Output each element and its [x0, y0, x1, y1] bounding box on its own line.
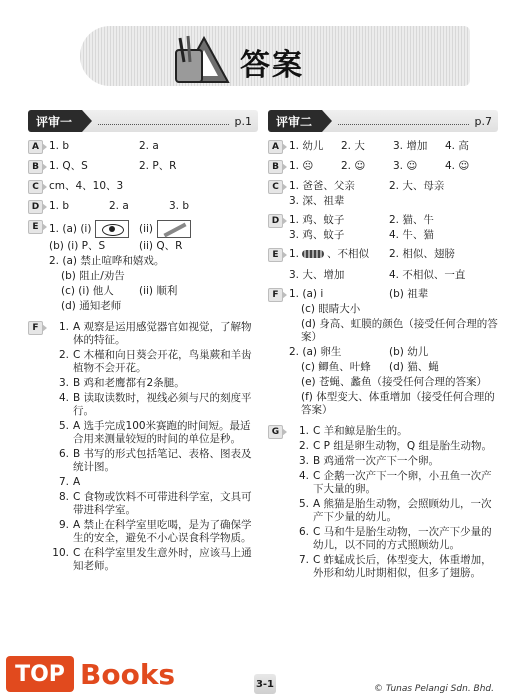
- answer-row-b: [28, 160, 258, 174]
- answer-text: A 禁止在科学室里吃喝，是为了确保学生的安全，避免不小心误食科学物质。: [73, 519, 252, 544]
- answer-text: B 鸡和老鹰都有2条腿。: [73, 377, 185, 389]
- numbered-answer: [49, 491, 258, 517]
- answer-text: C 蚱蜢成长后，体型变大，体重增加，外形和幼儿时期相似，但多了翅膀。: [313, 554, 492, 579]
- answer-row-c: [268, 180, 498, 208]
- numbered-answer: [49, 519, 258, 545]
- answer-text: C 马和牛是胎生动物，一次产下少量的幼儿，以不同的方式照顾幼儿。: [313, 526, 492, 551]
- section-title: 评审一: [28, 110, 82, 132]
- answer-text: A 熊猫是胎生动物，会照顾幼儿，一次产下少量的幼儿。: [313, 498, 492, 523]
- numbered-answer: [289, 526, 498, 552]
- answer-row-d: [28, 200, 258, 214]
- section-header: [268, 110, 498, 132]
- answer-item: 3. 深、祖辈: [289, 195, 345, 207]
- answer-row-c: [28, 180, 258, 194]
- answer-item: (b) (i) P、S: [49, 240, 106, 252]
- page-ref: p.7: [474, 114, 492, 128]
- answer-item: (e) 苍蝇、蠡鱼（接受任何合理的答案）: [301, 376, 487, 388]
- section-badge: C: [268, 180, 283, 194]
- answer-text: A: [73, 476, 81, 488]
- answer-row-a: [268, 140, 498, 154]
- answer-item: 2. 大: [341, 140, 365, 152]
- answer-number: 7.: [58, 476, 69, 488]
- answer-item: 1. (a) i: [289, 288, 324, 300]
- answer-item: 3. b: [169, 200, 190, 212]
- numbered-answer: [49, 448, 258, 474]
- answer-row-g: [268, 425, 498, 582]
- answer-text: A 选手完成100米赛跑的时间短。最适合用来测量较短的时间的单位是秒。: [73, 420, 251, 445]
- answer-item: 1. ☹: [289, 160, 314, 172]
- answer-number: 10.: [52, 547, 69, 559]
- answer-item: cm、4、10、3: [49, 180, 124, 192]
- answer-number: 2.: [58, 349, 69, 361]
- answer-item: 3. ☺: [393, 160, 418, 172]
- answer-number: 5.: [298, 498, 309, 510]
- answer-item: 3. 增加: [393, 140, 428, 152]
- numbered-answer: [49, 420, 258, 446]
- answer-number: 2.: [298, 440, 309, 452]
- answer-number: 6.: [298, 526, 309, 538]
- page-number: 3-1: [254, 674, 276, 694]
- answer-item: 1.: [289, 248, 300, 260]
- numbered-answer: [49, 377, 258, 390]
- answer-item: 2. a: [139, 140, 159, 152]
- answer-row-a: [28, 140, 258, 154]
- section-badge: A: [28, 140, 43, 154]
- answer-item: 2. a: [109, 200, 129, 212]
- answer-item: 1. 爸爸、父亲: [289, 180, 355, 192]
- answer-item: 2. 大、母亲: [389, 180, 445, 192]
- answer-number: 9.: [58, 519, 69, 531]
- section-badge: D: [268, 214, 283, 228]
- answer-text: C 食物或饮料不可带进科学室，文具可带进科学室。: [73, 491, 252, 516]
- numbered-answer: [49, 476, 258, 489]
- answer-item: 1. Q、S: [49, 160, 88, 172]
- answer-item: 、不相似: [327, 248, 370, 260]
- leader-dots: [338, 124, 469, 125]
- section-badge: A: [268, 140, 283, 154]
- answer-item: (ii): [139, 223, 154, 235]
- section-badge: B: [28, 160, 43, 174]
- numbered-answer: [289, 554, 498, 580]
- answer-item: (c) (i) 他人: [61, 285, 114, 297]
- answer-text: A 观察是运用感觉器官如视觉，了解物体的特征。: [73, 321, 252, 346]
- answer-text: C 企鹅一次产下一个卵，小丑鱼一次产下大量的卵。: [313, 470, 492, 495]
- answer-number: 5.: [58, 420, 69, 432]
- answer-item: 2. P、R: [139, 160, 177, 172]
- answer-column-1: [28, 110, 258, 581]
- copyright: © Tunas Pelangi Sdn. Bhd.: [374, 684, 494, 694]
- pencil-ruler-icon: [168, 32, 232, 88]
- logo-top: TOP: [6, 656, 74, 692]
- page-title: 答案: [240, 48, 304, 83]
- answer-item: 1. 幼儿: [289, 140, 324, 152]
- answer-item: (f) 体型变大、体重增加（接受任何合理的答案）: [301, 391, 495, 416]
- numbered-answer: [289, 470, 498, 496]
- answer-column-2: [268, 110, 498, 588]
- answer-number: 7.: [298, 554, 309, 566]
- answer-item: (d) 猫、蝇: [389, 361, 439, 373]
- numbered-answer: [49, 392, 258, 418]
- answer-number: 8.: [58, 491, 69, 503]
- answer-item: 1. (a) (i): [49, 223, 92, 235]
- answer-text: C 木槿和向日葵会开花，鸟巢蕨和羊齿植物不会开花。: [73, 349, 252, 374]
- section-title: 评审二: [268, 110, 322, 132]
- answer-item: 4. 高: [445, 140, 469, 152]
- answer-item: 1. b: [49, 200, 70, 212]
- section-badge: F: [268, 288, 283, 302]
- numbered-answer: [289, 440, 498, 453]
- topbooks-logo: [0, 650, 200, 700]
- answer-item: (b) 幼儿: [389, 346, 429, 358]
- answer-row-e: [28, 220, 258, 315]
- numbered-answer: [49, 321, 258, 347]
- answer-number: 6.: [58, 448, 69, 460]
- caterpillar-icon: [302, 250, 324, 258]
- logo-books: Books: [80, 658, 176, 691]
- answer-item: 2. 猫、牛: [389, 214, 434, 226]
- section-badge: F: [28, 321, 43, 335]
- leader-dots: [98, 124, 229, 125]
- answer-item: (c) 眼睛大小: [301, 303, 361, 315]
- answer-item: 3. 鸡、蚊子: [289, 229, 345, 241]
- section-badge: C: [28, 180, 43, 194]
- answer-item: 3. 大、增加: [289, 269, 345, 281]
- answer-item: (ii) 顺利: [139, 285, 178, 297]
- section-badge: G: [268, 425, 283, 439]
- answer-row-b: [268, 160, 498, 174]
- answer-number: 1.: [298, 425, 309, 437]
- numbered-answer: [49, 349, 258, 375]
- header-banner: [0, 0, 512, 100]
- answer-item: 1. b: [49, 140, 70, 152]
- section-badge: B: [268, 160, 283, 174]
- numbered-answer: [49, 547, 258, 573]
- answer-number: 1.: [58, 321, 69, 333]
- answer-row-e: [268, 248, 498, 282]
- answer-text: B 读取读数时，视线必须与尺的刻度平行。: [73, 392, 252, 417]
- answer-item: 4. 不相似、一直: [389, 269, 466, 281]
- answer-number: 3.: [58, 377, 69, 389]
- numbered-answer: [289, 498, 498, 524]
- numbered-answer: [289, 425, 498, 438]
- answer-row-f: [28, 321, 258, 575]
- section-badge: E: [28, 220, 43, 234]
- answer-item: (c) 鲫鱼、叶蜂: [301, 361, 371, 373]
- section-header: [28, 110, 258, 132]
- answer-item: (b) 阻止/劝告: [61, 270, 125, 282]
- answer-item: 4. ☺: [445, 160, 470, 172]
- ruler-icon: [157, 220, 191, 238]
- answer-text: C P 组是卵生动物，Q 组是胎生动物。: [313, 440, 492, 452]
- section-badge: D: [28, 200, 43, 214]
- answer-text: B 鸡通常一次产下一个卵。: [313, 455, 440, 467]
- answer-item: 4. 牛、猫: [389, 229, 434, 241]
- answer-item: 2. (a) 卵生: [289, 346, 342, 358]
- answer-item: 1. 鸡、蚊子: [289, 214, 345, 226]
- answer-number: 4.: [58, 392, 69, 404]
- answer-number: 4.: [298, 470, 309, 482]
- answer-item: (d) 身高、虹膜的颜色（接受任何合理的答案）: [301, 318, 498, 343]
- section-badge: E: [268, 248, 283, 262]
- answer-text: C 羊和鲸是胎生的。: [313, 425, 408, 437]
- answer-row-f: [268, 288, 498, 419]
- eye-icon: [95, 220, 129, 238]
- answer-item: (ii) Q、R: [139, 240, 183, 252]
- answer-text: B 书写的形式包括笔记、表格、图表及统计图。: [73, 448, 252, 473]
- numbered-answer: [289, 455, 498, 468]
- answer-item: (b) 祖辈: [389, 288, 429, 300]
- answer-row-d: [268, 214, 498, 242]
- answer-text: C 在科学室里发生意外时，应该马上通知老师。: [73, 547, 252, 572]
- page-ref: p.1: [234, 114, 252, 128]
- answer-item: 2. (a) 禁止喧哗和嬉戏。: [49, 255, 165, 267]
- answer-number: 3.: [298, 455, 309, 467]
- answer-item: (d) 通知老师: [61, 300, 122, 312]
- answer-item: 2. 相似、翅膀: [389, 248, 455, 260]
- answer-item: 2. ☺: [341, 160, 366, 172]
